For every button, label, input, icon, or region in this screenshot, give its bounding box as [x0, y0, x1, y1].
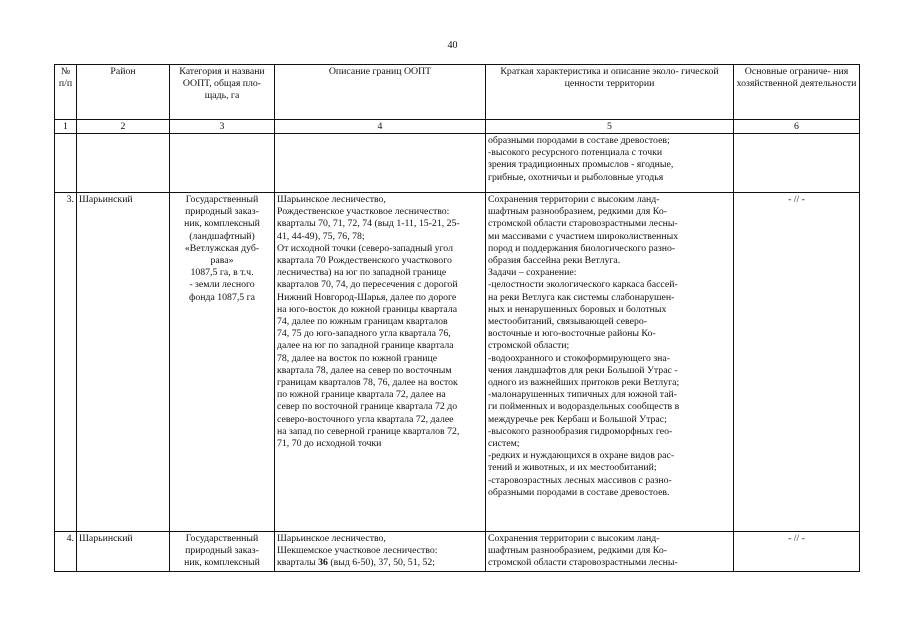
row-boundaries — [275, 193, 486, 532]
text-fragment: (выд 6-50), 37, 50, 51, 52; — [327, 557, 436, 569]
text-line: -высокого разнообразия гидроморфных гео- — [488, 425, 673, 437]
page-number: 40 — [447, 40, 458, 51]
header-district: Район — [77, 65, 170, 120]
text-line: на запад по северной границе кварталов 72, — [277, 425, 460, 437]
text-line: ги пойменных и водораздельных сообществ в — [488, 401, 680, 413]
row-district: Шарьинский — [77, 193, 170, 532]
text-line: Шарьинское лесничество, — [277, 533, 386, 544]
text-line: местообитаний, связывающей северо- — [488, 316, 648, 328]
text-line: стромской области; — [488, 340, 570, 352]
column-number: 2 — [77, 120, 170, 134]
text-line: образия бассейна реки Ветлуга. — [488, 255, 621, 267]
text-line: кварталов 70, 74, до пересечения с дорогой — [277, 279, 458, 291]
text-line: 71, 70 до исходной точки — [277, 438, 382, 450]
text-line: систем; — [488, 438, 520, 450]
text-line: -высокого ресурсного потенциала с точки — [488, 147, 663, 159]
text-line: северо-восточного угла квартала 72, далее — [277, 413, 454, 425]
column-number: 4 — [275, 120, 486, 134]
text-line: стромской области старовозрастными лесны- — [488, 218, 678, 230]
text-line: 74, 75 до юго-западного угла квартала 76, — [277, 328, 451, 340]
text-line: 41, 44-49), 75, 76, 78; — [277, 230, 365, 242]
text-line: Задачи – сохранение: — [488, 267, 577, 279]
text-line: ми массивами с участием широколиственных — [488, 230, 679, 242]
text-line: 1087,5 га, в т.ч. — [190, 267, 254, 279]
text-line: (ландшафтный) — [189, 230, 255, 242]
text-line: на юго-восток до южной границы квартала — [277, 303, 458, 315]
header-boundaries: Описание границ ООПТ — [275, 65, 486, 120]
text-line: Шарьинское лесничество, — [277, 194, 386, 205]
text-line: Сохранения территории с высоким ланд- — [488, 194, 660, 205]
text-line: по южной границе квартала 72, далее на — [277, 389, 446, 401]
row-restrictions: - // - — [734, 532, 860, 572]
text-line: зрения традиционных промыслов - ягодные, — [488, 159, 674, 171]
text-line: междуречье рек Кербаш и Большой Утрас; — [488, 413, 667, 425]
text-line: Сохранения территории с высоким ланд- — [488, 533, 660, 544]
row-category — [170, 193, 275, 532]
table-header-row — [55, 65, 860, 120]
text-line: рава» — [210, 255, 234, 267]
text-line: образными породами в составе древостоев; — [488, 135, 670, 146]
text-fragment: кварталы — [277, 557, 319, 569]
table-row — [55, 193, 860, 532]
text-line: север по восточной границе квартала 72 до — [277, 401, 458, 413]
text-line: грибные, охотничьи и рыболовные угодья — [488, 171, 664, 183]
text-line: далее на юг по западной границе квартала — [277, 340, 454, 352]
text-line: -целостности экологического каркаса бассей- — [488, 279, 678, 291]
text-line: тений и животных, и их местообитаний; — [488, 462, 657, 474]
text-line: природный заказ- — [185, 206, 259, 218]
text-line: -редких и нуждающихся в охране видов рас- — [488, 450, 675, 462]
text-line: Рождественское участковое лесничество: — [277, 206, 450, 218]
text-line: «Ветлужская дуб- — [184, 242, 260, 254]
text-line: шафтным разнообразием, редкими для Ко- — [488, 545, 667, 557]
text-line: ных и ненарушенных боровых и болотных — [488, 303, 667, 315]
row-number: 3. — [55, 193, 77, 532]
row-district: Шарьинский — [77, 532, 170, 572]
row-boundaries — [275, 532, 486, 572]
text-line: одного из важнейших притоков реки Ветлуга; — [488, 377, 680, 389]
text-line: природный заказ- — [185, 545, 259, 557]
header-num: № п/п — [55, 65, 77, 120]
header-characteristic: Краткая характеристика и описание эколо- гической ценности территории — [486, 65, 734, 120]
text-line: восточные и юго-восточные районы Ко- — [488, 328, 656, 340]
text-line: кварталы 70, 71, 72, 74 (выд 1-11, 15-21, 25- — [277, 218, 460, 230]
text-line: -старовозрастных лесных массивов с разно- — [488, 474, 672, 486]
text-line: - земли лесного — [189, 279, 255, 291]
text-line: квартала 78, далее на север по восточным — [277, 364, 452, 376]
column-number: 1 — [55, 120, 77, 134]
row-restrictions: - // - — [734, 193, 860, 532]
row-category — [170, 532, 275, 572]
row-characteristic — [486, 532, 734, 572]
continuation-characteristic — [486, 134, 734, 193]
text-line: чения ландшафтов для реки Большой Утрас - — [488, 364, 678, 376]
text-line: шафтным разнообразием, редкими для Ко- — [488, 206, 667, 218]
column-number: 5 — [486, 120, 734, 134]
table-row — [55, 532, 860, 572]
text-line: образными породами в составе древостоев. — [488, 486, 670, 498]
text-line: Нижний Новгород-Шарья, далее по дороге — [277, 291, 457, 303]
protected-areas-table — [54, 64, 860, 572]
continuation-row — [55, 134, 860, 193]
text-line: границам кварталов 78, 76, далее на восток — [277, 377, 458, 389]
text-line: ник, комплексный — [184, 218, 260, 230]
text-line: ник, комплексный — [184, 557, 260, 569]
text-line: пород и поддержания биологического разно- — [488, 242, 676, 254]
text-line: Государственный — [185, 533, 259, 544]
text-line: 78, далее на восток по южной границе — [277, 352, 438, 364]
text-line — [277, 557, 483, 569]
column-number-row — [55, 120, 860, 134]
text-line: на реки Ветлуга как системы слабонарушен- — [488, 291, 675, 303]
text-line: стромской области старовозрастными лесны- — [488, 557, 678, 569]
row-number: 4. — [55, 532, 77, 572]
bold-quarter-number: 36 — [318, 557, 328, 569]
text-line: От исходной точки (северо-западный угол — [277, 242, 453, 254]
text-line: -водоохранного и стокоформирующего зна- — [488, 352, 671, 364]
text-line: квартала 70 Рождественского участкового — [277, 255, 452, 267]
text-line: лесничества) на юг по западной границе — [277, 267, 447, 279]
text-line: фонда 1087,5 га — [188, 291, 256, 303]
column-number: 3 — [170, 120, 275, 134]
text-line: 74, далее по южным границам кварталов — [277, 316, 448, 328]
row-characteristic — [486, 193, 734, 532]
text-line: Государственный — [185, 194, 259, 205]
column-number: 6 — [734, 120, 860, 134]
text-line: -малонарушенных типичных для южной тай- — [488, 389, 678, 401]
header-restrictions: Основные ограниче- ния хозяйственной деятельности — [734, 65, 860, 120]
text-line: Шекшемское участковое лесничество: — [277, 545, 438, 557]
header-category: Категория и названи ООПТ, общая пло- щадь, га — [170, 65, 275, 120]
